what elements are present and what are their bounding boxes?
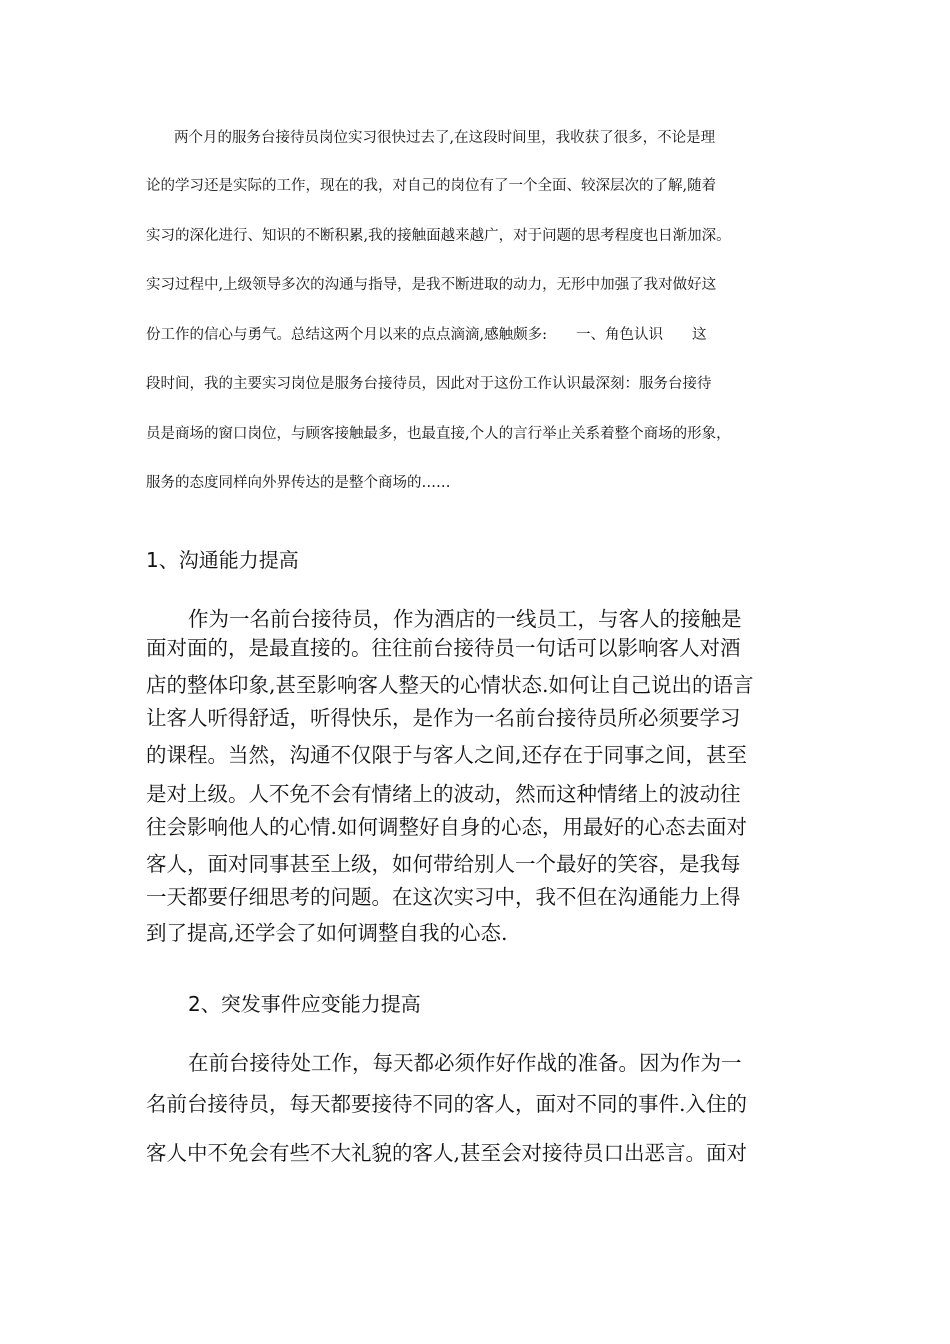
body-line: 让客人听得舒适，听得快乐，是作为一名前台接待员所必须要学习	[146, 706, 741, 730]
intro-line: 服务的态度同样向外界传达的是整个商场的……	[146, 475, 451, 491]
intro-line: 段时间，我的主要实习岗位是服务台接待员，因此对于这份工作认识最深刻：服务台接待	[146, 376, 712, 392]
intro-line: 两个月的服务台接待员岗位实习很快过去了,在这段时间里，我收获了很多，不论是理	[174, 130, 716, 146]
body-line: 面对面的，是最直接的。往往前台接待员一句话可以影响客人对酒	[146, 636, 741, 660]
section-heading-communication: 1、沟通能力提高	[146, 548, 299, 572]
body-line: 客人，面对同事甚至上级，如何带给别人一个最好的笑容，是我每	[146, 852, 741, 876]
intro-line: 实习过程中,上级领导多次的沟通与指导，是我不断进取的动力，无形中加强了我对做好这	[146, 277, 717, 293]
body-line: 往会影响他人的心情.如何调整好自身的心态，用最好的心态去面对	[146, 815, 748, 839]
section-heading-emergency: 2、突发事件应变能力提高	[188, 992, 421, 1016]
body-line: 店的整体印象,甚至影响客人整天的心情状态.如何让自己说出的语言	[146, 673, 754, 697]
body-line: 一天都要仔细思考的问题。在这次实习中，我不但在沟通能力上得	[146, 885, 741, 909]
body-line: 名前台接待员，每天都要接待不同的客人，面对不同的事件.入住的	[146, 1092, 748, 1116]
intro-line: 份工作的信心与勇气。总结这两个月以来的点点滴滴,感触颇多: 一、角色认识 这	[146, 327, 707, 343]
body-line: 是对上级。人不免不会有情绪上的波动，然而这种情绪上的波动往	[146, 782, 741, 806]
body-line: 客人中不免会有些不大礼貌的客人,甚至会对接待员口出恶言。面对	[146, 1141, 748, 1165]
intro-line: 员是商场的窗口岗位，与顾客接触最多，也最直接,个人的言行举止关系着整个商场的形象，	[146, 426, 731, 442]
intro-line: 论的学习还是实际的工作，现在的我，对自己的岗位有了一个全面、较深层次的了解,随着	[146, 178, 717, 194]
body-line: 在前台接待处工作，每天都必须作好作战的准备。因为作为一	[188, 1051, 742, 1075]
body-line: 的课程。当然，沟通不仅限于与客人之间,还存在于同事之间，甚至	[146, 743, 748, 767]
body-line: 到了提高,还学会了如何调整自我的心态.	[146, 921, 508, 945]
body-line: 作为一名前台接待员，作为酒店的一线员工，与客人的接触是	[188, 607, 742, 631]
intro-line: 实习的深化进行、知识的不断积累,我的接触面越来越广，对于问题的思考程度也日渐加深。	[146, 228, 731, 244]
